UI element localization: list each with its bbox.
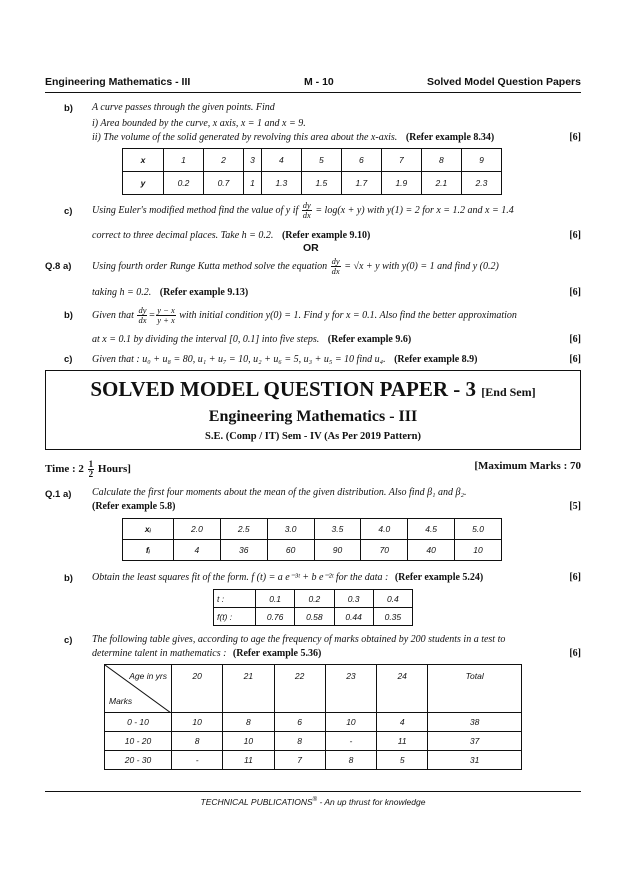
q7c-label: c) <box>64 206 73 217</box>
q1b-marks: [6] <box>569 572 581 583</box>
table-cell: 4.0 <box>361 519 408 540</box>
table-cell: 5 <box>301 149 341 172</box>
q7c-line2-text: correct to three decimal places. Take h = 0.2. <box>92 230 274 241</box>
q1b-ref: (Refer example 5.24) <box>394 572 484 583</box>
table-cell: - <box>172 751 223 770</box>
q8a-ref: (Refer example 9.13) <box>159 287 249 298</box>
footer-publisher: TECHNICAL PUBLICATIONS <box>200 797 313 807</box>
table-header-cell: 24 <box>377 665 428 713</box>
table-cell: 2.5 <box>220 519 267 540</box>
max-marks: [Maximum Marks : 70 <box>474 460 581 472</box>
q1c-corner-bottom: Marks <box>109 696 133 706</box>
table-row <box>105 751 522 770</box>
q8b-rhs-fraction <box>156 306 176 325</box>
q7c-derivative <box>302 201 312 220</box>
table-cell: 31 <box>428 751 522 770</box>
table-cell: 0.76 <box>256 608 295 626</box>
q7c-line1a: Using Euler's modified method find the value of y if <box>92 204 299 216</box>
table-cell: 10 <box>223 732 274 751</box>
paper-title-tag: [End Sem] <box>481 385 536 399</box>
time-prefix: Time : 2 <box>45 463 84 476</box>
paper-title-box <box>45 370 581 450</box>
table-cell: 70 <box>361 540 408 561</box>
table-cell: 5 <box>377 751 428 770</box>
table-cell: 3.0 <box>267 519 314 540</box>
q8a-marks: [6] <box>569 287 581 298</box>
table-cell: 0.1 <box>256 590 295 608</box>
table-cell: 7 <box>381 149 421 172</box>
footer-rule <box>45 791 581 792</box>
table-cell: 1.9 <box>381 172 421 195</box>
time-suffix: Hours] <box>97 463 131 476</box>
table-cell: 10 <box>325 713 376 732</box>
q1b-line1 <box>92 572 581 584</box>
q8a-dx: dx <box>331 266 340 276</box>
table-cell: 8 <box>274 732 325 751</box>
q8c-line1-text: Given that : u₀ + u₈ = 80, u₁ + u₇ = 10, u₂ + u₆ = 5, u₃ + u₅ = 10 find u₄. <box>92 354 386 365</box>
q1c-corner-top: Age in yrs <box>129 671 167 681</box>
header-section-title: Solved Model Question Papers <box>426 76 581 88</box>
table-cell: 8 <box>172 732 223 751</box>
paper-title <box>46 377 580 402</box>
q1b-t-label: t : <box>214 590 256 608</box>
q8a-derivative <box>331 257 341 276</box>
q7c-line2 <box>92 230 581 242</box>
q1c-line1: The following table gives, according to age the frequency of marks obtained by 200 students in a test to <box>92 634 506 645</box>
q1a-x-label: xᵢ <box>123 519 174 540</box>
table-cell: 0.44 <box>334 608 373 626</box>
table-cell: 11 <box>377 732 428 751</box>
q1a-line1: Calculate the first four moments about the mean of the given distribution. Also find β₁ and β₂. <box>92 487 467 498</box>
table-cell: 0.2 <box>295 590 334 608</box>
table-cell: 4 <box>174 540 221 561</box>
q8b-label: b) <box>64 310 73 321</box>
q8b-marks: [6] <box>569 334 581 345</box>
q8c-ref: (Refer example 8.9) <box>394 354 478 365</box>
footer-tagline: - An up thrust for knowledge <box>317 797 426 807</box>
q7b-label: b) <box>64 103 73 114</box>
table-cell: 2.3 <box>461 172 501 195</box>
table-header-cell: 23 <box>325 665 376 713</box>
q1a-marks: [5] <box>569 501 581 512</box>
table-cell: 4 <box>377 713 428 732</box>
q8a-dy: dy <box>331 256 340 266</box>
time-den: 2 <box>88 469 94 479</box>
table-cell: 38 <box>428 713 522 732</box>
q1c-label: c) <box>64 635 73 646</box>
table-cell: 90 <box>314 540 361 561</box>
paper-course: S.E. (Comp / IT) Sem - IV (As Per 2019 Pattern) <box>204 431 421 442</box>
table-cell: 3 <box>244 149 262 172</box>
table-cell: 1.7 <box>341 172 381 195</box>
q8a-label: Q.8 a) <box>45 261 72 272</box>
table-cell: 6 <box>341 149 381 172</box>
q1a-label: Q.1 a) <box>45 489 72 500</box>
table-cell: 10 <box>172 713 223 732</box>
table-cell: 2.0 <box>174 519 221 540</box>
q1c-marks: [6] <box>569 648 581 659</box>
q8b-line1b: with initial condition y(0) = 1. Find y for x = 0.1. Also find the better approximation <box>179 309 517 321</box>
q8b-line1a: Given that <box>92 309 134 321</box>
q1b-line1-text: Obtain the least squares fit of the form. f (t) = a e⁻³ᵗ + b e⁻²ᵗ for the data : <box>92 572 389 583</box>
row-label: 10 - 20 <box>105 732 172 751</box>
q8a-line2-text: taking h = 0.2. <box>92 287 152 298</box>
table-cell: 9 <box>461 149 501 172</box>
table-cell: 36 <box>220 540 267 561</box>
table-cell: 60 <box>267 540 314 561</box>
q8b-ref: (Refer example 9.6) <box>327 334 412 345</box>
time-allowed <box>45 460 131 479</box>
time-num: 1 <box>88 459 94 469</box>
q7b-y-label: y <box>123 172 164 195</box>
table-header-cell: Total <box>428 665 522 713</box>
table-cell: 7 <box>274 751 325 770</box>
q1c-ref: (Refer example 5.36) <box>232 648 322 659</box>
table-cell: - <box>325 732 376 751</box>
table-cell: 0.58 <box>295 608 334 626</box>
registered-mark: ® <box>312 797 318 804</box>
table-cell: 8 <box>325 751 376 770</box>
q7c-dx: dx <box>302 210 311 220</box>
table-cell: 0.3 <box>334 590 373 608</box>
table-row <box>105 732 522 751</box>
q8b-line1: Given that $\frac{dy}{dx}$ = $\frac{y - x}{y + x}$ with initial condition y(0) = 1. Find y for x = 0.1. Also find the better approximation <box>92 305 517 325</box>
q7b-line1: A curve passes through the given points. Find <box>92 102 275 113</box>
table-cell: 11 <box>223 751 274 770</box>
table-cell: 40 <box>408 540 455 561</box>
table-cell: 1 <box>244 172 262 195</box>
table-cell: 0.7 <box>204 172 244 195</box>
q8b-line2-text: at x = 0.1 by dividing the interval [0, 0.1] into five steps. <box>92 334 320 345</box>
table-cell: 10 <box>455 540 502 561</box>
q1b-f-label: f(t) : <box>214 608 256 626</box>
footer <box>0 797 626 807</box>
table-cell: 8 <box>223 713 274 732</box>
q7c-marks: [6] <box>569 230 581 241</box>
q8a-line1a: Using fourth order Runge Kutta method solve the equation <box>92 260 328 272</box>
paper-title-text: SOLVED MODEL QUESTION PAPER - 3 <box>90 377 477 401</box>
q1a-ref: (Refer example 5.8) <box>92 501 176 512</box>
q7b-data-table <box>122 148 502 195</box>
header-book-title: Engineering Mathematics - III <box>45 76 191 88</box>
q7c-line1b: = log(x + y) with y(1) = 2 for x = 1.2 and x = 1.4 <box>315 204 514 216</box>
table-cell: 4 <box>261 149 301 172</box>
q1c-line2-text: determine talent in mathematics : <box>92 648 227 659</box>
table-header-cell: 20 <box>172 665 223 713</box>
q8b-derivative <box>137 306 147 325</box>
q7c-dy: dy <box>302 200 311 210</box>
q7b-line3-text: ii) The volume of the solid generated by revolving this area about the x-axis. <box>92 132 398 143</box>
table-cell: 1.3 <box>261 172 301 195</box>
header-page-number: M - 10 <box>304 76 334 88</box>
q7c-line1 <box>92 201 581 220</box>
q7b-line2: i) Area bounded by the curve, x axis, x = 1 and x = 9. <box>92 118 306 129</box>
q1c-frequency-table <box>104 664 522 770</box>
q1b-data-table <box>213 589 413 626</box>
q8c-line1 <box>92 354 581 366</box>
q1b-label: b) <box>64 573 73 584</box>
table-header-cell: 22 <box>274 665 325 713</box>
paper-subject: Engineering Mathematics - III <box>208 408 418 425</box>
table-cell: 37 <box>428 732 522 751</box>
table-cell: 3.5 <box>314 519 361 540</box>
q1c-corner-cell <box>105 665 172 713</box>
or-separator: OR <box>303 242 319 254</box>
table-row <box>105 713 522 732</box>
table-cell: 4.5 <box>408 519 455 540</box>
table-cell: 5.0 <box>455 519 502 540</box>
q1c-line2 <box>92 648 581 660</box>
q8b-den: y + x <box>157 315 175 325</box>
table-cell: 1.5 <box>301 172 341 195</box>
table-cell: 0.2 <box>164 172 204 195</box>
q8b-dy: dy <box>138 305 147 315</box>
q7c-ref: (Refer example 9.10) <box>281 230 371 241</box>
table-cell: 0.35 <box>373 608 412 626</box>
q8a-line1b: = √x + y with y(0) = 1 and find y (0.2) <box>344 260 499 272</box>
table-cell: 2 <box>204 149 244 172</box>
table-cell: 1 <box>164 149 204 172</box>
q8c-label: c) <box>64 354 73 365</box>
q8a-line1 <box>92 257 581 276</box>
table-cell: 0.4 <box>373 590 412 608</box>
row-label: 0 - 10 <box>105 713 172 732</box>
table-cell: 6 <box>274 713 325 732</box>
time-fraction <box>88 460 95 479</box>
q8b-dx: dx <box>138 315 147 325</box>
q7b-marks: [6] <box>569 132 581 143</box>
q7b-line3 <box>92 132 581 144</box>
q7b-x-label: x <box>123 149 164 172</box>
q8a-line2 <box>92 287 581 299</box>
q1a-f-label: fᵢ <box>123 540 174 561</box>
q8b-num: y − x <box>157 305 175 315</box>
header-rule <box>45 92 581 93</box>
table-header-cell: 21 <box>223 665 274 713</box>
q7b-ref: (Refer example 8.34) <box>405 132 495 143</box>
page-header <box>45 76 581 90</box>
table-cell: 8 <box>421 149 461 172</box>
q1a-data-table <box>122 518 502 561</box>
q8c-marks: [6] <box>569 354 581 365</box>
table-cell: 2.1 <box>421 172 461 195</box>
row-label: 20 - 30 <box>105 751 172 770</box>
q8b-line2 <box>92 334 581 346</box>
